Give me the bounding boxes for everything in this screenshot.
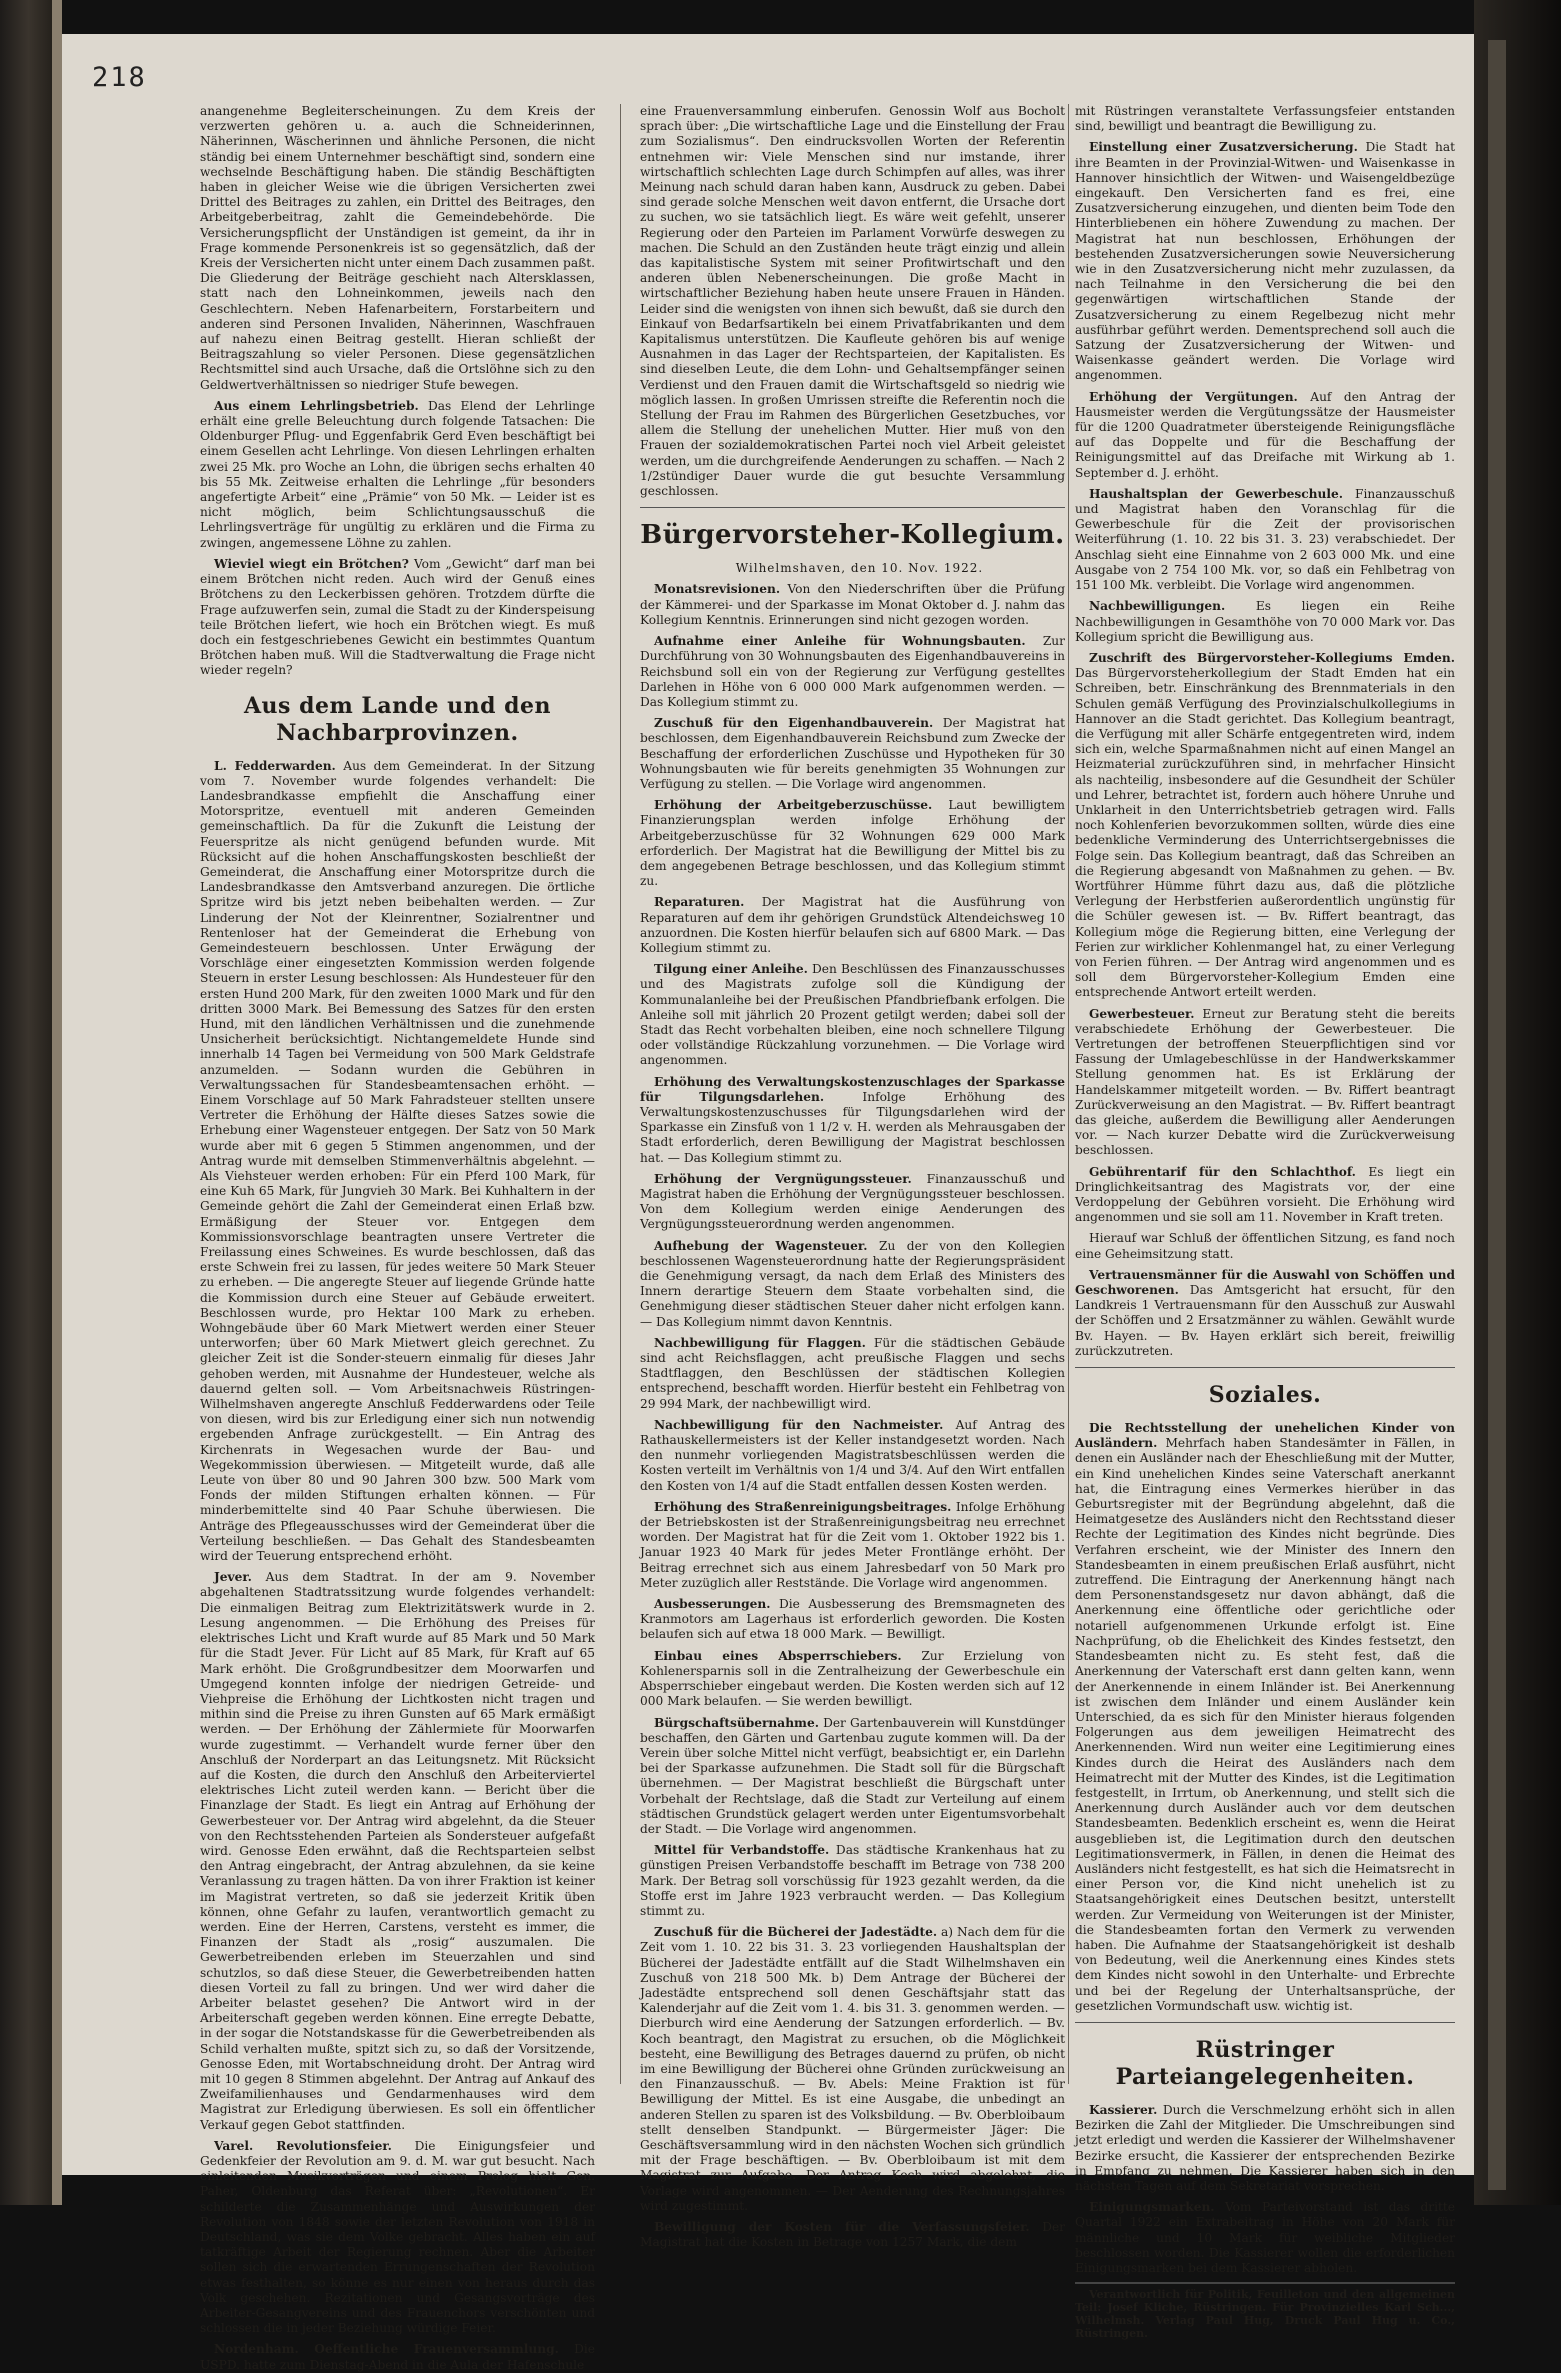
section-heading: Aus dem Lande und den Nachbarprovinzen. (243, 692, 552, 746)
article-paragraph: Bewilligung der Kosten für die Verfassungsfeier. Der Magistrat hat die Kosten in Betrage von 1257 Mark, die dem (640, 2220, 1066, 2250)
article-paragraph: Nachbewilligung für Flaggen. Für die städtischen Gebäude sind acht Reichsflaggen, acht preußische Flaggen und sechs Stadtflaggen, den Beschlüssen der städtischen Kollegien entsprechend, beschafft worden. Hierfür besteht ein Fehlbetrag von 29 994 Mark, der nachbewilligt wird. (640, 1335, 1065, 1411)
column-rule-2 (1068, 104, 1069, 2084)
section-heading: Bürgervorsteher-Kollegium. (640, 520, 1065, 551)
column-1 (200, 104, 596, 2372)
article-paragraph: Erhöhung der Arbeitgeberzuschüsse. Laut bewilligtem Finanzierungsplan werden infolge Erhöhung der Arbeitgeberzuschüsse für 32 Wohnungen 629 000 Mark erforderlich. Der Magistrat hat die Bewilligung der Mittel bis zu dem angegebenen Betrage beschlossen, und das Kollegium stimmt zu. (640, 798, 1065, 889)
article-paragraph: Aufhebung der Wagensteuer. Zu der von den Kollegien beschlossenen Wagensteuerordnung hatte der Regierungspräsident die Genehmigung versagt, da nach dem Erlaß des Ministers des Innern derartige Steuern dem Staate vorbehalten sind, die Genehmigung dieser städtischen Steuer daher nicht erfolgen kann. — Das Kollegium nimmt davon Kenntnis. (640, 1238, 1066, 1329)
article-paragraph: Aus einem Lehrlingsbetrieb. Das Elend der Lehrlinge erhält eine grelle Beleuchtung durch folgende Tatsachen: Die Oldenburger Pflug- und Eggenfabrik Gerd Even beschäftigt bei einem Gesellen acht Lehrlinge. Von diesen Lehrlingen erhalten zwei 25 Mk. pro Woche an Lohn, die übrigen sechs erhalten 40 bis 55 Mk. Zeitweise erhalten die Lehrlinge „für besonders angefertigte Arbeit“ eine „Prämie“ von 50 Mk. — Leider ist es nicht möglich, beim Schlichtungsausschuß die Lehrlingsverträge für ungültig zu erklären und die Firma zu zwingen, angemessene Löhne zu zahlen. (200, 398, 595, 550)
article-paragraph: eine Frauenversammlung einberufen. Genossin Wolf aus Bocholt sprach über: „Die wirtschaftliche Lage und die Einstellung der Frau zum Sozialismus“. Den eindrucksvollen Worten der Referentin entnehmen wir: Viele Menschen sind nur imstande, ihrer wirtschaftlich schlechten Lage durch Schimpfen auf alles, was ihrer Meinung nach schuld daran haben kann, Ausdruck zu geben. Dabei sind gerade solche Menschen weit davon entfernt, die Ursache dort zu suchen, wo sie tatsächlich liegt. Es wäre weit gefehlt, unserer Regierung oder den Parteien im Parlament Vorwürfe deswegen zu machen. Die Schuld an den Zuständen heute trägt einzig und allein das kapitalistische System mit seiner Profitwirtschaft und den anderen üblen Nebenerscheinungen. Die große Macht in wirtschaftlicher Beziehung haben heute unsere Frauen in Händen. Leider sind die wenigsten von ihnen sich bewußt, daß sie durch den Einkauf von Bedarfsartikeln bei einem Privatfabrikanten und dem Kapitalismus unterstützen. Die Kaufleute gehören bis auf wenige Ausnahmen in das Lager der Rechtsparteien, der Kapitalisten. Es sind dieselben Leute, die dem Lohn- und Gehaltsempfänger seinen Verdienst und den Frauen damit die Wirtschaftsgeld so niedrig wie möglich lassen. In großen Umrissen streifte die Referentin noch die Stellung der Frau im Rahmen des Bürgerlichen Gesetzbuches, vor allem die Stellung der unehelichen Mutter. Hier muß von den Frauen der sozialdemokratischen Partei noch viel Arbeit geleistet werden, um die durchgreifende Aenderungen zu schaffen. — Nach 2 1/2stündiger Dauer wurde die gut besuchte Versammlung geschlossen. (640, 104, 1065, 499)
book-spine (0, 0, 52, 2205)
article-paragraph: Nachbewilligungen. Es liegen ein Reihe Nachbewilligungen in Gesamthöhe von 70 000 Mark vor. Das Kollegium spricht die Bewilligung aus. (1075, 599, 1455, 644)
article-paragraph: Monatsrevisionen. Von den Niederschriften über die Prüfung der Kämmerei- und der Sparkasse im Monat Oktober d. J. nahm das Kollegium Kenntnis. Erinnerungen sind nicht gezogen worden. (640, 582, 1066, 627)
article-paragraph: Aufnahme einer Anleihe für Wohnungsbauten. Zur Durchführung von 30 Wohnungsbauten des Eigenhandbauvereins in Reichsbund soll ein von der Regierung zur Verfügung gestelltes Darlehen in Höhe von 6 000 000 Mark aufgenommen werden. — Das Kollegium stimmt zu. (640, 634, 1065, 709)
article-paragraph: Kassierer. Durch die Verschmelzung erhöht sich in allen Bezirken die Zahl der Mitglieder. Die Umschreibungen sind jetzt erledigt und werden die Kassierer der Wilhelmshavener Bezirke ersucht, die Kassierer der entsprechenden Bezirke in Empfang zu nehmen. Die Kassierer haben sich in den nächsten Tagen auf dem Sekretariat vorsprechen. (1075, 2102, 1456, 2193)
article-paragraph: anangenehme Begleiterscheinungen. Zu dem Kreis der verzwerten gehören u. a. auch die Schneiderinnen, Näherinnen, Wäscherinnen und ähnliche Personen, die nicht ständig bei einem Unternehmer beschäftigt sind, sondern eine wechselnde Beschäftigung haben. Die ständig Beschäftigten haben in gleicher Weise wie die übrigen Versicherten zwei Drittel des Beitrages zu zahlen, ein Drittel des Beitrages, den Arbeitgeberbeitrag, zahlt die Gemeindebehörde. Die Versicherungspflicht der Unständigen ist gemeint, da ihr in Frage kommende Personenkreis ist so gegensätzlich, daß der Kreis der Versicherten nicht unter einem Dach zusammen paßt. Die Gliederung der Beiträge geschieht nach Altersklassen, statt nach den Lohneinkommen, jeweils nach den Geschlechtern. Neben Hafenarbeitern, Forstarbeitern und anderen sind Personen Invaliden, Näherinnen, Waschfrauen auf nahezu einen Beitrag gestellt. Hieran schließt der Beitragszahlung so vieler Personen. Diese gegensätzlichen Rechtsmittel sind auch Ursache, daß die Ortslöhne sich zu den Geldwertverhältnissen so niedriger Stufe bewegen. (200, 104, 596, 392)
article-paragraph: Einigungsmarken. Vom Parteivorstand ist das dritte Quartal 1922 ein Extrabeitrag in Höhe von 20 Mark für männliche und 10 Mark für weibliche Mitglieder beschlossen worden. Die Kassierer wollen die erforderlichen Einigungsmarken bei dem Kassierer abholen. (1075, 2200, 1455, 2275)
article-paragraph: Zuschuß für die Bücherei der Jadestädte. a) Nach dem für die Zeit vom 1. 10. 22 bis 31. 3. 23 vorliegenden Haushaltsplan der Bücherei der Jadestädte entfällt auf die Stadt Wilhelmshaven ein Zuschuß von 218 500 Mk. b) Dem Antrage der Bücherei der Jadestädte entsprechend soll denen Geschäftsjahr statt das Kalenderjahr auf die Zeit vom 1. 4. bis 31. 3. genommen werden. — Dierburch wird eine Aenderung der Satzungen erforderlich. — Bv. Koch beantragt, den Magistrat zu ersuchen, ob die Möglichkeit besteht, eine Bewilligung des Betrages dauernd zu prüfen, ob nicht im eine Bewilligung der Bücherei ohne Gründen zurückweisung an den Finanzausschuß. — Bv. Abels: Meine Fraktion ist für Bewilligung der Mittel. Es ist eine Ausgabe, die unbedingt an anderen Stellen zu sparen ist des Volksbildung. — Bv. Oberbloibaum stellt denselben Standpunkt. — Bürgermeister Jäger: Die Geschäftsversammlung wird in den nächsten Wochen sich gründlich mit der Frage beschäftigen. — Bv. Oberbloibaum ist mit dem Magistrat zur Aufgabe. Der Antrag Koch wird abgelehnt, die Vorlage wird angenommen. — Der Aenderung des Rechnungsjahres wird zugestimmt. (640, 1925, 1066, 2213)
article-paragraph: Bürgschaftsübernahme. Der Gartenbauverein will Kunstdünger beschaffen, den Gärten und Gartenbau zugute kommen will. Da der Verein über solche Mittel nicht verfügt, beabsichtigt er, ein Darlehn bei der Sparkasse aufzunehmen. Die Stadt soll für die Bürgschaft übernehmen. — Der Magistrat beschließt die Bürgschaft unter Vorbehalt der Rechtslage, daß die Stadt zur Verteilung auf einem städtischen Grundstück gelagert werden unter Eigentumsvorbehalt der Stadt. — Die Vorlage wird angenommen. (640, 1715, 1065, 1836)
article-paragraph: Gewerbesteuer. Erneut zur Beratung steht die bereits verabschiedete Erhöhung der Gewerbesteuer. Die Vertretungen der betroffenen Steuerpflichtigen sind vor Fassung der Umlagebeschlüsse in der Handwerkskammer Stellung genommen hat. Es ist Erklärung der Handelskammer mitgeteilt worden. — Bv. Riffert beantragt Zurückverweisung an den Magistrat. — Bv. Riffert beantragt das gleiche, außerdem die Bewilligung aller Aenderungen vor. — Nach kurzer Debatte wird die Zurückverweisung beschlossen. (1075, 1006, 1455, 1158)
article-paragraph: L. Fedderwarden. Aus dem Gemeinderat. In der Sitzung vom 7. November wurde folgendes verhandelt: Die Landesbrandkasse empfiehlt die Anschaffung einer Motorspritze, eventuell mit anderen Gemeinden gemeinschaftlich. Da für die Zukunft die Leistung der Feuerspritze als nicht genügend befunden wurde. Mit Rücksicht auf die hohen Anschaffungskosten beschließt der Gemeinderat, die Anschaffung einer Motorspritze durch die Landesbrandkasse den Amtsverband anzuregen. Die örtliche Spritze wird bis jetzt neben beibehalten werden. — Zur Linderung der Not der Kleinrentner, Sozialrentner und Rentenloser hat der Gemeinderat die Erhebung von Gemeindesteuern beschlossen. Unter Erwägung der Vorschläge einer eingesetzten Kommission werden folgende Steuern in erster Lesung beschlossen: Als Hundesteuer für den ersten Hund 200 Mark, für den zweiten 1000 Mark und für den dritten 3000 Mark. Bei Bemessung des Satzes für den ersten Hund, mit den ländlichen Verhältnissen und die zunehmende Unsicherheit berücksichtigt. Nichtangemeldete Hunde sind innerhalb 14 Tagen bei Vermeidung von 500 Mark Geldstrafe anzumelden. — Sodann wurden die Gebühren in Verwaltungssachen für Standesbeamtensachen erhöht. — Einem Vorschlage auf 50 Mark Fahradsteuer stellten unsere Vertreter die Erhöhung der Hälfte dieses Satzes sowie die Erhebung einer Wagensteuer entgegen. Der Satz von 50 Mark wurde aber mit 6 gegen 5 Stimmen angenommen, und der Antrag wurde mit demselben Stimmenverhältnis abgelehnt. — Als Viehsteuer werden erhoben: Für ein Pferd 100 Mark, für eine Kuh 65 Mark, für Jungvieh 30 Mark. Bei Kuhhaltern in der Gemeinde gehört die Zahl der Gemeinderat einen Erlaß bzw. Ermäßigung der Steuer vor. Entgegen dem Kommissionsvorschlage beantragten unsere Vertreter die Freilassung eines Schweines. Es wurde beschlossen, daß das erste Schwein frei zu lassen, für jedes weitere 50 Mark Steuer zu erheben. — Die angeregte Steuer auf liegende Gründe hatte die Kommission durch eine Steuer auf Gebäude erweitert. Beschlossen wurde, pro Hektar 100 Mark zu erheben. Wohngebäude über 60 Mark Mietwert werden einer Steuer unterworfen; über 60 Mark Mietwert gleich gerechnet. Zu gleicher Zeit ist die Sonder-steuern einmalig für dieses Jahr gehoben werden, mit Ausnahme der Hundesteuer, welche als dauernd gelten soll. — Vom Arbeitsnachweis Rüstringen-Wilhelmshaven angeregte Anschluß Fedderwardens oder Teile von diesen, wird bis zur Erledigung einer sich nun notwendig ergebenden Anfrage zurückgestellt. — Ein Antrag des Kirchenrats in Wegesachen wurde der Bau- und Wegekommission überwiesen. — Mitgeteilt wurde, daß alle Leute von über 80 und 90 Jahren 300 bzw. 500 Mark vom Fonds der milden Stiftungen erhalten können. — Für minderbemittelte sind 40 Paar Schuhe überwiesen. Die Anträge des Pflegeausschusses wird der Gemeinderat über die Verteilung beschließen. — Das Gehalt des Standesbeamten wird der Teuerung entsprechend erhöht. (200, 758, 595, 1564)
dateline: Wilhelmshaven, den 10. Nov. 1922. (735, 561, 984, 576)
article-paragraph: Hierauf war Schluß der öffentlichen Sitzung, es fand noch eine Geheimsitzung statt. (1075, 1231, 1455, 1261)
article-paragraph: Nordenham. Oeffentliche Frauenversammlung. Die USPD. hatte zum Dienstag-Abend in die Aula der Hafenschule (200, 2342, 596, 2372)
article-paragraph: Mittel für Verbandstoffe. Das städtische Krankenhaus hat zu günstigen Preisen Verbandstoffe beschafft im Betrage von 738 200 Mark. Der Betrag soll vorschüssig für 1923 gezahlt werden, da die Stoffe erst im Jahre 1923 verbraucht werden. — Das Kollegium stimmt zu. (640, 1843, 1065, 1918)
column-3 (1075, 104, 1456, 2341)
divider (1075, 2022, 1455, 2023)
article-paragraph: Reparaturen. Der Magistrat hat die Ausführung von Reparaturen auf dem ihr gehörigen Grundstück Altendeichsweg 10 anzuordnen. Die Kosten hierfür belaufen sich auf 6800 Mark. — Das Kollegium stimmt zu. (640, 895, 1065, 955)
article-paragraph: Zuschrift des Bürgervorsteher-Kollegiums Emden. Das Bürgervorsteherkollegium der Stadt Emden hat ein Schreiben, betr. Einschränkung des Brennmaterials in den Schulen gemäß Verfügung des Provinzialschulkollegiums in Hannover an die Stadt gerichtet. Das Kollegium beantragt, die Verfügung mit aller Schärfe entgegentreten wird, indem sich ein, welche Sparmaßnahmen nicht auf einen Mangel an Heizmaterial zurückzuführen sind, in mehrfacher Hinsicht als nachteilig, insbesondere auf die Gesundheit der Schüler und Lehrer, betrachtet ist, fordern auch höhere Unruhe und Unklarheit in den Unterrichtsbetrieb getragen wird. Falls noch Kohlenferien bevorzukommen sollten, würde dies eine bedenkliche Verminderung des Unterrichtsergebnisses die Folge sein. Das Kollegium beantragt, daß das Schreiben an die Regierung abgesandt von Maßnahmen zu gehen. — Bv. Wortführer Hümme führt dazu aus, daß die plötzliche Verlegung der Herbstferien außerordentlich ungünstig für die Schüler gewesen ist. — Bv. Riffert beantragt, das Kollegium möge die Regierung bitten, eine Verlegung der Ferien zur wirklicher Kohlenmangel hat, zu einer Verlegung von Ferien führen. — Der Antrag wird angenommen und es soll dem Bürgervorsteher-Kollegium Emden eine entsprechende Antwort erteilt werden. (1075, 650, 1455, 1000)
article-paragraph: Erhöhung des Straßenreinigungsbeitrages. Infolge Erhöhung der Betriebskosten ist der Straßenreinigungsbeitrag neu errechnet worden. Der Magistrat hat für die Zeit vom 1. Oktober 1922 bis 1. Januar 1923 40 Mark für jedes Meter Frontlänge erhöht. Der Beitrag errechnet sich aus einem Jahresbedarf von 50 Mark pro Meter zuzüglich aller Reststände. Die Vorlage wird angenommen. (640, 1499, 1066, 1590)
article-paragraph: Varel. Revolutionsfeier. Die Einigungsfeier und Gedenkfeier der Revolution am 9. d. M. war gut besucht. Nach einleitenden Musikvorträgen und einem Prolog hielt Gen. Paher, Oldenburg das Referat über: „Revolutionen“. Er schilderte die Zusammenhänge und Auswirkungen der Revolution von 1848 sowie der letzten Revolution von 1918 in Deutschland, was sie dem Volke gebracht. Alles haben ein auf tatkräftige Arbeit der Regierung rechnen. Aber die Arbeiter sollen sich die erwartenden Errungenschaften der Revolution etwas festhalten, so könne es nur einen von heraus durch das Volk geschehen. Rezitationen und Gesangsvorträge des Arbeiter-Gesangvereins und des Frauenchors verschönten und schlossen die in jeder Beziehung würdige Feier. (200, 2138, 596, 2336)
article-paragraph: Vertrauensmänner für die Auswahl von Schöffen und Geschworenen. Das Amtsgericht hat ersucht, für den Landkreis 1 Vertrauensmann für den Ausschuß zur Auswahl der Schöffen und 2 Ersatzmänner zu wählen. Gewählt wurde Bv. Hayen. — Bv. Hayen erklärt sich bereit, freiwillig zurückzutreten. (1075, 1267, 1455, 1358)
article-paragraph: Gebührentarif für den Schlachthof. Es liegt ein Dringlichkeitsantrag des Magistrats vor, der eine Verdoppelung der Gebühren vorsieht. Die Erhöhung wird angenommen und sie soll am 11. November in Kraft treten. (1075, 1164, 1456, 1225)
article-paragraph: Einbau eines Absperrschiebers. Zur Erzielung von Kohlenersparnis soll in die Zentralheizung der Gewerbeschule ein Absperrschieber eingebaut werden. Die Kosten werden sich auf 12 000 Mark belaufen. — Sie werden bewilligt. (640, 1648, 1066, 1709)
article-paragraph: Zuschuß für den Eigenhandbauverein. Der Magistrat hat beschlossen, dem Eigenhandbauverein Reichsbund zum Zwecke der Beschaffung der erforderlichen Zuschüsse und Hypotheken für 30 Wohnungsbauten wie für bereits genehmigten 35 Wohnungen zur Verfügung zu stellen. — Die Vorlage wird angenommen. (640, 716, 1065, 791)
binding-edge (52, 0, 62, 2205)
section-heading: Rüstringer Parteiangelegenheiten. (1115, 2036, 1415, 2090)
imprint: Verantwortlich für Politik, Feuilleton und den allgemeinen Teil: Josef Kliche, Rüstringen. Für Provinzielles Karl Sch..., Wilhelmsh. Verlag Paul Hug, Druck Paul Hug u. Co., Rüstringen. (1075, 2282, 1455, 2340)
article-paragraph: Tilgung einer Anleihe. Den Beschlüssen des Finanzausschusses und des Magistrats zufolge soll die Kündigung der Kommunalanleihe bei der Preußischen Pfandbriefbank erfolgen. Die Anleihe soll mit jährlich 20 Prozent getilgt werden; dabei soll der Stadt das Recht vorbehalten bleiben, eine noch schnellere Tilgung oder vollständige Rückzahlung vorzunehmen. — Die Vorlage wird angenommen. (640, 962, 1065, 1068)
article-paragraph: Jever. Aus dem Stadtrat. In der am 9. November abgehaltenen Stadtratssitzung wurde folgendes verhandelt: Die einmaligen Beitrag zum Elektrizitätswerk wurde in 2. Lesung angenommen. — Die Erhöhung des Preises für elektrisches Licht und Kraft wurde auf 85 Mark und 50 Mark für die Stadt Jever. Für Licht auf 85 Mark, für Kraft auf 65 Mark erhöht. Die Großgrundbesitzer dem Moorwarfen und Umgegend konnten infolge der niedrigen Getreide- und Viehpreise die Erhöhung der Lichtkosten nicht tragen und mithin sind die Preise zu ihren Gunsten auf 65 Mark ermäßigt werden. — Der Erhöhung der Zählermiete für Moorwarfen wurde zugestimmt. — Verhandelt wurde ferner über den Anschluß der Norderpart an das Leitungsnetz. Mit Rücksicht auf die Kosten, die durch den Anschluß den Arbeiterviertel elektrisches Licht zuteil werden kann. — Bericht über die Finanzlage der Stadt. Es liegt ein Antrag auf Erhöhung der Gewerbesteuer vor. Der Antrag wird abgelehnt, da die Steuer von den Rechtsstehenden Parteien als Sondersteuer aufgefaßt wird. Genosse Eden erwähnt, daß die Rechtsparteien selbst den Antrag eingebracht, der Antrag abzulehnen, da sie keine Veranlassung zu tragen hätten. Da von ihrer Fraktion ist keiner im Magistrat vertreten, so daß sie jederzeit Kritik üben können, ohne Gefahr zu laufen, verantwortlich gemacht zu werden. Eine der Herren, Carstens, versteht es immer, die Finanzen der Stadt als „rosig“ auszumalen. Die Gewerbetreibenden erleben im Steuerzahlen und sind schutzlos, so daß diese Steuer, die Gewerbetreibenden hatten diesen Vorteil zu fall zu bringen. Und wer wird daher die Arbeiter belastet gesehen? Die Antwort wird in der Arbeiterschaft gegeben werden können. Eine erregte Debatte, in der sogar die Notstandskasse für die Gewerbetreibenden als Schild verhalten mußte, spitzt sich zu, so daß der Vorsitzende, Genosse Eden, mit Wortabschneidung droht. Der Antrag wird mit 10 gegen 8 Stimmen abgelehnt. Der Antrag auf Ankauf des Zweifamilienhauses und Gendarmenhauses wird dem Magistrat zur Erledigung überwiesen. Es soll ein öffentlicher Verkauf gegen Gebot stattfinden. (200, 1570, 595, 2132)
article-paragraph: Einstellung einer Zusatzversicherung. Die Stadt hat ihre Beamten in der Provinzial-Witwen- und Waisenkasse in Hannover hinsichtlich der Witwen- und Waisengeldbezüge eingekauft. Den Versicherten fand es frei, eine Zusatzversicherung einzugehen, und dienten beim Tode den Hinterbliebenen ein höhere Zuwendung zu machen. Der Magistrat hat nun beschlossen, Erhöhungen der bestehenden Zusatzversicherungen sowie Neuversicherung wie in den Zusatzversicherung nicht mehr zuzulassen, da nach Teilnahme in den Versicherung die bei den gegenwärtigen wirtschaftlichen Stande der Zusatzversicherung zu einem Regelbezug nicht mehr ausführbar geführt werden. Dementsprechend soll auch die Satzung der Zusatzversicherung der Witwen- und Waisenkasse geändert werden. Die Vorlage wird angenommen. (1075, 140, 1455, 383)
section-heading: Soziales. (1208, 1382, 1322, 1409)
article-paragraph: Ausbesserungen. Die Ausbesserung des Bremsmagneten des Kranmotors am Lagerhaus ist erforderlich geworden. Die Kosten belaufen sich auf etwa 18 000 Mark. — Bewilligt. (640, 1597, 1065, 1642)
column-2 (640, 104, 1066, 2250)
column-rule-1 (620, 104, 621, 2084)
article-paragraph: Die Rechtsstellung der unehelichen Kinder von Ausländern. Mehrfach haben Standesämter in Fällen, in denen ein Ausländer nach der Eheschließung mit der Mutter, ein Kind unehelichen Kindes seine Vaterschaft anerkannt hat, die Eintragung eines Vermerkes hierüber in das Geburtsregister mit der Begründung abgelehnt, daß die Heimatgesetze des Ausländers nicht den Rechtsstand dieser Rechte der Legitimation des Kindes nicht begründe. Dies Verfahren erscheint, wie der Minister des Innern den Standesbeamten in einem preußischen Erlaß ausführt, nicht zutreffend. Die Eintragung der Anerkennung hängt nach dem Personenstandsgesetz nur davon abhängt, daß die Anerkennung eine öffentliche oder gerichtliche oder notariell aufgenommenen Urkunde erfolgt ist. Eine Nachprüfung, ob die Ehelichkeit des Kindes festsetzt, den Standesbeamten nicht zu. Es steht fest, daß die Anerkennung der Vaterschaft erst dann gelten kann, wenn der Anerkennende in einem Inländer ist. Bei Anerkennung ist zwischen dem Inländer und einem Ausländer kein Unterschied, da es sich für den Minister hieraus folgenden Folgerungen aus dem jeweiligen Heimatrecht des Anerkennenden. Wird nun weiter eine Legitimierung eines Kindes durch die Heirat des Ausländers nach dem Heimatrecht mit der Mutter des Kindes, ist die Legitimation festgestellt, in Irrtum, ob Anerkennung, und stellt sich die Anerkennung durch Ausländer auch vor dem deutschen Standesbeamten. Bedenklich erscheint es, wenn die Heirat ausgeblieben ist, die Legitimation durch den deutschen Legitimationsvermerk, in Fällen, in denen die Heimat des Ausländers nicht festgestellt, es hat sich die Heimatsrecht in einer Person vor, die Kind nicht unehelich ist zu Staatsangehörigkeit eines Deutschen besitzt, unterstellt werden. Zur Vermeidung von Weiterungen ist der Minister, die Standesbeamten fortan den Vermerk zu verwenden haben. Die Aufnahme der Staatsangehörigkeit ist deshalb von Bedeutung, weil die Anerkennung eines Kindes stets dem Kindes nicht sowohl in den Unterhalte- und Erbrechte und bei der Regelung der Unterhaltsansprüche, der gesetzlichen Vormundschaft usw. wichtig ist. (1075, 1421, 1456, 2013)
divider (640, 507, 1065, 508)
page-number: 218 (92, 62, 147, 93)
article-paragraph: Nachbewilligung für den Nachmeister. Auf Antrag des Rathauskellermeisters ist der Keller instandgesetzt worden. Nach den nunmehr vorliegenden Magistratsbeschlüssen werden die Kosten verteilt im Verhältnis von 1/4 und 3/4. Auf den Wirt entfallen den Kosten von 1/4 auf die Stadt entfallen dessen Kosten werden. (640, 1417, 1065, 1493)
article-paragraph: Haushaltsplan der Gewerbeschule. Finanzausschuß und Magistrat haben den Voranschlag für die Gewerbeschule für die Zeit der provisorischen Weiterführung (1. 10. 22 bis 31. 3. 23) verabschiedet. Der Anschlag sieht eine Einnahme von 2 603 000 Mk. und eine Ausgabe von 2 754 100 Mk. vor, so daß ein Fehlbetrag von 151 100 Mk. verbleibt. Die Vorlage wird angenommen. (1075, 486, 1456, 593)
article-paragraph: Erhöhung der Vergütungen. Auf den Antrag der Hausmeister werden die Vergütungssätze der Hausmeister für die 1200 Quadratmeter übersteigende Reinigungsfläche auf das Doppelte und für die Beschaffung der Reinigungsmittel auf das Dreifache mit Wirkung ab 1. September d. J. erhöht. (1075, 389, 1455, 480)
scan-right-edge (1474, 0, 1561, 2205)
article-paragraph: Wieviel wiegt ein Brötchen? Vom „Gewicht“ darf man bei einem Brötchen nicht reden. Auch wird der Genuß eines Brötchens zu den Leckerbissen gehören. Trotzdem dürfte die Frage aufzuwerfen sein, zumal die Stadt zu der Kinderspeisung teile Brötchen liefert, wie hoch ein Brötchen wiegt. Es muß doch ein festgeschriebenes Gewicht ein bestimmtes Quantum Brötchen haben muß. Will die Stadtverwaltung die Frage nicht wieder regeln? (200, 556, 595, 678)
divider (1075, 1367, 1455, 1368)
article-paragraph: Erhöhung der Vergnügungssteuer. Finanzausschuß und Magistrat haben die Erhöhung der Vergnügungssteuer beschlossen. Von dem Kollegium werden einige Aenderungen des Vergnügungssteuerordnung werden angenommen. (640, 1171, 1065, 1232)
article-paragraph: Erhöhung des Verwaltungskostenzuschlages der Sparkasse für Tilgungsdarlehen. Infolge Erhöhung des Verwaltungskostenzuschusses für Tilgungsdarlehen wird der Sparkasse ein Zinsfuß von 1 1/2 v. H. werden als Mehrausgaben der Stadt erforderlich, deren Bewilligung der Magistrat beschlossen hat. — Das Kollegium stimmt zu. (640, 1074, 1065, 1165)
article-paragraph: mit Rüstringen veranstaltete Verfassungsfeier entstanden sind, bewilligt und beantragt die Bewilligung zu. (1075, 104, 1455, 134)
